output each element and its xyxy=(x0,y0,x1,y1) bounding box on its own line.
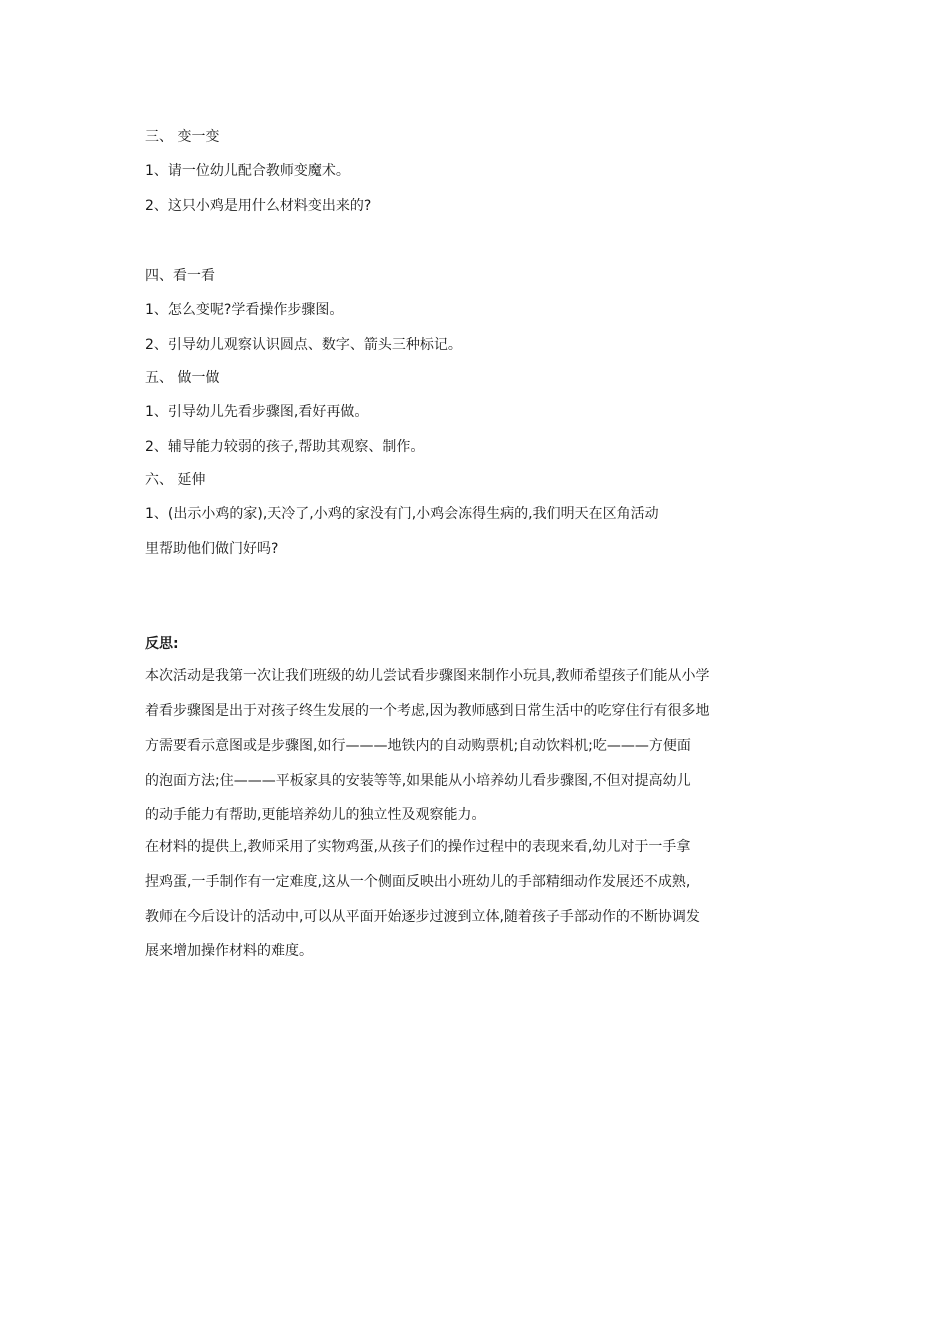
reflection-p1-line-1: 本次活动是我第一次让我们班级的幼儿尝试看步骤图来制作小玩具,教师希望孩子们能从小学 xyxy=(145,668,710,684)
reflection-p2-line-1: 在材料的提供上,教师采用了实物鸡蛋,从孩子们的操作过程中的表现来看,幼儿对于一手拿 xyxy=(145,839,691,855)
reflection-p1-line-5: 的动手能力有帮助,更能培养幼儿的独立性及观察能力。 xyxy=(145,807,486,823)
reflection-p2-line-2: 捏鸡蛋,一手制作有一定难度,这从一个侧面反映出小班幼儿的手部精细动作发展还不成熟, xyxy=(145,874,691,890)
section-5-item-2: 2、辅导能力较弱的孩子,帮助其观察、制作。 xyxy=(145,439,425,455)
reflection-p1-line-3: 方需要看示意图或是步骤图,如行———地铁内的自动购票机;自动饮料机;吃———方便面 xyxy=(145,738,691,754)
reflection-title: 反思: xyxy=(145,636,179,652)
reflection-p2-line-3: 教师在今后设计的活动中,可以从平面开始逐步过渡到立体,随着孩子手部动作的不断协调发 xyxy=(145,909,700,925)
section-4-heading: 四、看一看 xyxy=(145,268,215,284)
reflection-p1-line-4: 的泡面方法;住———平板家具的安装等等,如果能从小培养幼儿看步骤图,不但对提高幼儿 xyxy=(145,773,691,789)
reflection-p1-line-2: 着看步骤图是出于对孩子终生发展的一个考虑,因为教师感到日常生活中的吃穿住行有很多地 xyxy=(145,703,710,719)
section-3-heading: 三、 变一变 xyxy=(145,129,220,145)
section-5-heading: 五、 做一做 xyxy=(145,370,220,386)
section-6-heading: 六、 延伸 xyxy=(145,472,206,488)
section-4-item-1: 1、怎么变呢?学看操作步骤图。 xyxy=(145,302,344,318)
section-6-item-1-line-1: 1、(出示小鸡的家),天冷了,小鸡的家没有门,小鸡会冻得生病的,我们明天在区角活动 xyxy=(145,506,659,522)
section-3-item-2: 2、这只小鸡是用什么材料变出来的? xyxy=(145,198,372,214)
section-4-item-2: 2、引导幼儿观察认识圆点、数字、箭头三种标记。 xyxy=(145,337,462,353)
section-6-item-1-line-2: 里帮助他们做门好吗? xyxy=(145,541,279,557)
section-3-item-1: 1、请一位幼儿配合教师变魔术。 xyxy=(145,163,350,179)
reflection-p2-line-4: 展来增加操作材料的难度。 xyxy=(145,943,313,959)
section-5-item-1: 1、引导幼儿先看步骤图,看好再做。 xyxy=(145,404,369,420)
